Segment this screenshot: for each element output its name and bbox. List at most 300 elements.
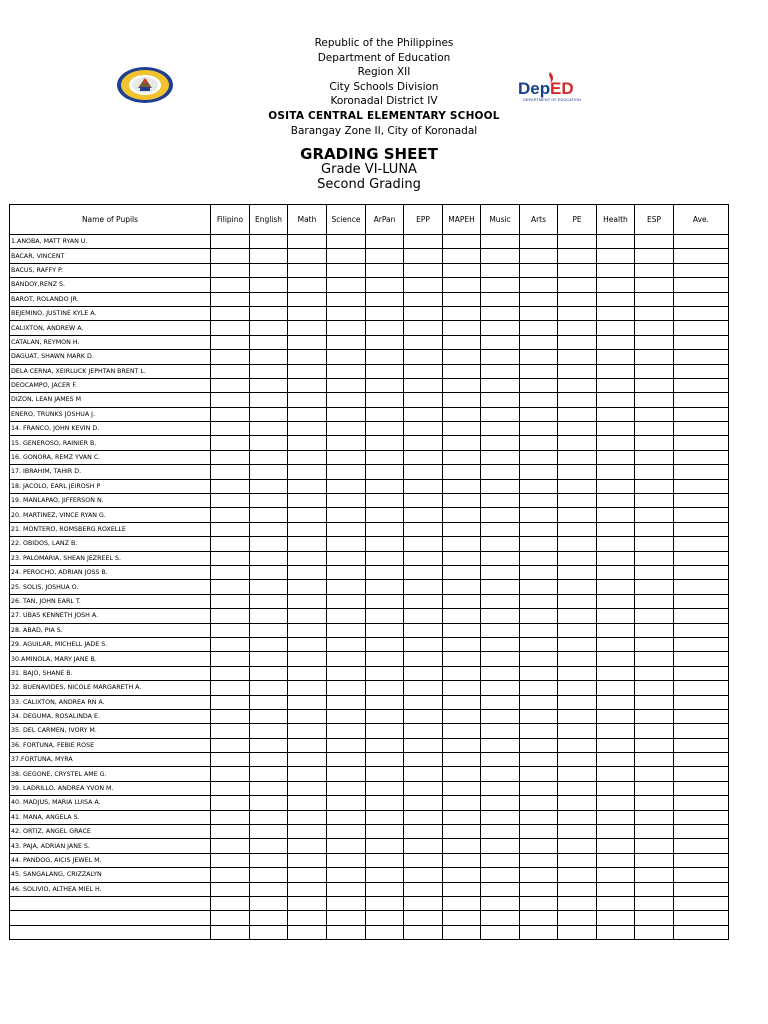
grade-cell [520, 911, 558, 925]
grade-cell [250, 839, 288, 853]
grade-cell [635, 810, 674, 824]
grade-cell [404, 637, 443, 651]
deped-logo-icon [517, 70, 581, 104]
grade-cell [288, 450, 327, 464]
grade-cell [211, 522, 250, 536]
grade-cell [481, 335, 520, 349]
grade-cell [597, 508, 635, 522]
grade-cell [288, 738, 327, 752]
grade-cell [674, 666, 729, 680]
grade-cell [597, 738, 635, 752]
grade-cell [558, 436, 597, 450]
grade-cell [520, 321, 558, 335]
grade-cell [366, 522, 404, 536]
grade-cell [558, 839, 597, 853]
grade-cell [288, 407, 327, 421]
grade-cell [404, 911, 443, 925]
table-row [10, 235, 729, 249]
grade-cell [597, 263, 635, 277]
grade-cell [597, 839, 635, 853]
grade-cell [443, 407, 481, 421]
grade-cell [481, 609, 520, 623]
grade-cell [443, 695, 481, 709]
column-header: EPP [404, 205, 443, 235]
grade-cell [250, 292, 288, 306]
grade-cell [404, 839, 443, 853]
grade-cell [520, 422, 558, 436]
grade-cell [366, 465, 404, 479]
grade-cell [443, 508, 481, 522]
grade-cell [520, 609, 558, 623]
grade-cell [327, 839, 366, 853]
grade-cell [288, 724, 327, 738]
grade-cell [288, 249, 327, 263]
grade-cell [288, 911, 327, 925]
table-row [10, 522, 729, 536]
grade-cell [481, 868, 520, 882]
grade-cell [288, 796, 327, 810]
grade-cell [250, 263, 288, 277]
grade-cell [288, 479, 327, 493]
grade-cell [327, 422, 366, 436]
grade-cell [674, 580, 729, 594]
grade-cell [635, 781, 674, 795]
grade-cell [250, 364, 288, 378]
grade-cell [635, 666, 674, 680]
pupil-name-cell: CALIXTON, ANDREW A. [10, 321, 211, 335]
grade-cell [635, 321, 674, 335]
grade-cell [635, 350, 674, 364]
grade-cell [558, 407, 597, 421]
grade-cell [211, 393, 250, 407]
table-row [10, 393, 729, 407]
grade-cell [635, 911, 674, 925]
grade-cell [481, 235, 520, 249]
grade-cell [211, 407, 250, 421]
grade-cell [635, 637, 674, 651]
grade-cell [597, 796, 635, 810]
grade-cell [404, 335, 443, 349]
grade-cell [558, 263, 597, 277]
grade-cell [674, 278, 729, 292]
grade-cell [635, 868, 674, 882]
grade-cell [558, 652, 597, 666]
grade-cell [404, 321, 443, 335]
grading-table [9, 204, 729, 940]
grade-cell [404, 609, 443, 623]
grade-cell [635, 767, 674, 781]
grade-cell [404, 494, 443, 508]
grade-cell [250, 537, 288, 551]
grade-cell [520, 335, 558, 349]
grade-cell [288, 494, 327, 508]
grade-cell [250, 767, 288, 781]
table-row [10, 335, 729, 349]
grade-cell [366, 494, 404, 508]
grade-cell [250, 479, 288, 493]
grade-cell [404, 853, 443, 867]
column-header: Arts [520, 205, 558, 235]
grade-cell [674, 681, 729, 695]
grade-cell [366, 896, 404, 910]
pupil-name-cell [10, 911, 211, 925]
grade-cell [404, 306, 443, 320]
grade-cell [288, 753, 327, 767]
grade-cell [674, 249, 729, 263]
grade-cell [635, 407, 674, 421]
grade-cell [366, 537, 404, 551]
grade-cell [404, 537, 443, 551]
grade-section: Grade VI-LUNA [321, 162, 417, 177]
table-row [10, 868, 729, 882]
grade-cell [250, 321, 288, 335]
table-row [10, 422, 729, 436]
grade-cell [443, 825, 481, 839]
grade-cell [674, 378, 729, 392]
grade-cell [674, 796, 729, 810]
grade-cell [520, 666, 558, 680]
grade-cell [366, 666, 404, 680]
table-row [10, 925, 729, 939]
grade-cell [520, 896, 558, 910]
grade-cell [558, 767, 597, 781]
grade-cell [366, 436, 404, 450]
table-row [10, 364, 729, 378]
grade-cell [674, 594, 729, 608]
grading-period: Second Grading [317, 176, 421, 192]
table-row [10, 810, 729, 824]
grade-cell [404, 868, 443, 882]
table-row [10, 278, 729, 292]
grade-cell [520, 753, 558, 767]
grade-cell [597, 407, 635, 421]
grade-cell [635, 580, 674, 594]
table-row [10, 896, 729, 910]
grade-cell [520, 810, 558, 824]
grade-cell [481, 896, 520, 910]
grade-cell [288, 709, 327, 723]
grade-cell [597, 781, 635, 795]
grade-cell [404, 594, 443, 608]
grade-cell [520, 378, 558, 392]
grade-cell [404, 407, 443, 421]
grade-cell [520, 868, 558, 882]
grade-cell [404, 565, 443, 579]
table-row [10, 580, 729, 594]
grade-cell [366, 925, 404, 939]
grade-cell [520, 623, 558, 637]
grade-cell [366, 810, 404, 824]
grade-cell [481, 278, 520, 292]
grade-cell [366, 753, 404, 767]
grade-cell [211, 321, 250, 335]
grade-cell [404, 882, 443, 896]
grade-cell [250, 681, 288, 695]
grade-cell [288, 781, 327, 795]
pupil-name-cell: BACAR, VINCENT [10, 249, 211, 263]
grade-cell [443, 263, 481, 277]
grade-cell [520, 249, 558, 263]
grade-cell [250, 709, 288, 723]
table-row [10, 350, 729, 364]
grade-cell [404, 695, 443, 709]
grade-cell [404, 925, 443, 939]
grade-cell [674, 652, 729, 666]
pupil-name-cell [10, 896, 211, 910]
grade-cell [250, 350, 288, 364]
grade-cell [558, 825, 597, 839]
grade-cell [520, 263, 558, 277]
grade-cell [327, 781, 366, 795]
grade-cell [635, 537, 674, 551]
grade-cell [288, 292, 327, 306]
grade-cell [443, 306, 481, 320]
grade-cell [211, 364, 250, 378]
grade-cell [443, 335, 481, 349]
grade-cell [327, 378, 366, 392]
grade-cell [250, 436, 288, 450]
grade-cell [674, 479, 729, 493]
grade-cell [250, 450, 288, 464]
grade-cell [327, 508, 366, 522]
pupil-name-cell: 41. MANA, ANGELA S. [10, 810, 211, 824]
table-row [10, 637, 729, 651]
grade-cell [327, 278, 366, 292]
grade-cell [443, 594, 481, 608]
grade-cell [481, 724, 520, 738]
grade-cell [366, 350, 404, 364]
grade-cell [635, 364, 674, 378]
grade-cell [250, 235, 288, 249]
grade-cell [481, 321, 520, 335]
grade-cell [404, 666, 443, 680]
pupil-name-cell: DELA CERNA, XEIRLUCK JEPHTAN BRENT L. [10, 364, 211, 378]
grade-cell [327, 565, 366, 579]
grade-cell [327, 652, 366, 666]
grade-cell [404, 278, 443, 292]
grade-cell [558, 335, 597, 349]
table-row [10, 321, 729, 335]
grade-cell [211, 479, 250, 493]
grade-cell [366, 609, 404, 623]
grade-cell [288, 565, 327, 579]
grade-cell [443, 738, 481, 752]
grade-cell [288, 681, 327, 695]
grade-cell [250, 249, 288, 263]
table-row [10, 594, 729, 608]
grade-cell [674, 695, 729, 709]
table-row [10, 753, 729, 767]
grade-cell [443, 249, 481, 263]
grade-cell [558, 479, 597, 493]
grade-cell [211, 839, 250, 853]
grade-cell [443, 479, 481, 493]
grade-cell [404, 623, 443, 637]
grade-cell [327, 724, 366, 738]
grade-cell [558, 709, 597, 723]
grade-cell [404, 709, 443, 723]
department-line: Department of Education [317, 51, 451, 64]
grade-cell [366, 393, 404, 407]
division-line: City Schools Division [329, 80, 439, 93]
grade-cell [250, 565, 288, 579]
pupil-name-cell: 22. OBIDOS, LANZ B. [10, 537, 211, 551]
grade-cell [558, 249, 597, 263]
grade-cell [520, 551, 558, 565]
grade-cell [481, 565, 520, 579]
pupil-name-cell: 23. PALOMARIA, SHEAN JEZREEL S. [10, 551, 211, 565]
grade-cell [288, 767, 327, 781]
column-header: MAPEH [443, 205, 481, 235]
grade-cell [597, 810, 635, 824]
grade-cell [635, 925, 674, 939]
grade-cell [520, 652, 558, 666]
grade-cell [597, 825, 635, 839]
grade-cell [366, 292, 404, 306]
table-row [10, 882, 729, 896]
pupil-name-cell: ENERO, TRUNKS JOSHUA J. [10, 407, 211, 421]
grade-cell [635, 565, 674, 579]
grade-cell [674, 911, 729, 925]
grade-cell [288, 278, 327, 292]
grade-cell [404, 450, 443, 464]
table-row [10, 911, 729, 925]
grade-cell [211, 681, 250, 695]
grade-cell [250, 422, 288, 436]
grade-cell [250, 306, 288, 320]
grade-cell [520, 724, 558, 738]
grade-cell [635, 393, 674, 407]
grade-cell [366, 479, 404, 493]
grade-cell [481, 781, 520, 795]
pupil-name-cell: 1.ANOBA, MATT RYAN U. [10, 235, 211, 249]
grade-cell [520, 292, 558, 306]
grade-cell [327, 925, 366, 939]
grade-cell [327, 465, 366, 479]
grade-cell [443, 494, 481, 508]
grade-cell [558, 522, 597, 536]
grade-cell [635, 450, 674, 464]
grade-cell [597, 695, 635, 709]
grade-cell [288, 580, 327, 594]
grade-cell [250, 335, 288, 349]
pupil-name-cell: 26. TAN, JOHN EARL T. [10, 594, 211, 608]
grade-cell [558, 738, 597, 752]
grade-cell [674, 292, 729, 306]
grade-cell [558, 609, 597, 623]
grade-cell [288, 551, 327, 565]
grade-cell [366, 709, 404, 723]
grade-cell [211, 767, 250, 781]
table-row [10, 681, 729, 695]
table-row [10, 537, 729, 551]
grade-cell [443, 537, 481, 551]
pupil-name-cell: 28. ABAD, PIA S. [10, 623, 211, 637]
grade-cell [211, 896, 250, 910]
table-row [10, 479, 729, 493]
grade-cell [635, 825, 674, 839]
grade-cell [558, 796, 597, 810]
column-header: Filipino [211, 205, 250, 235]
grade-cell [635, 896, 674, 910]
grade-cell [481, 911, 520, 925]
grade-cell [481, 364, 520, 378]
grade-cell [481, 494, 520, 508]
grade-cell [520, 306, 558, 320]
grade-cell [327, 810, 366, 824]
grade-cell [327, 249, 366, 263]
grade-cell [443, 580, 481, 594]
grade-cell [635, 551, 674, 565]
grade-cell [327, 263, 366, 277]
table-row [10, 738, 729, 752]
grade-cell [674, 868, 729, 882]
grade-cell [288, 335, 327, 349]
grade-cell [481, 249, 520, 263]
grade-cell [674, 551, 729, 565]
grade-cell [635, 422, 674, 436]
grade-cell [558, 594, 597, 608]
grade-cell [211, 911, 250, 925]
grade-cell [211, 580, 250, 594]
grade-cell [481, 580, 520, 594]
grade-cell [443, 637, 481, 651]
grade-cell [558, 235, 597, 249]
pupil-name-cell: 35. DEL CARMEN, IVORY M. [10, 724, 211, 738]
grade-cell [250, 378, 288, 392]
grade-cell [558, 465, 597, 479]
grade-cell [558, 724, 597, 738]
sheet-titles [0, 146, 738, 192]
grade-cell [366, 364, 404, 378]
pupil-name-cell: 33. CALIXTON, ANDREA RN A. [10, 695, 211, 709]
grade-cell [558, 868, 597, 882]
grade-cell [481, 522, 520, 536]
table-row [10, 494, 729, 508]
grade-cell [443, 292, 481, 306]
grade-cell [481, 393, 520, 407]
grade-cell [558, 623, 597, 637]
column-header: PE [558, 205, 597, 235]
grade-cell [327, 911, 366, 925]
grade-cell [250, 508, 288, 522]
grade-cell [250, 465, 288, 479]
grade-cell [597, 565, 635, 579]
grade-cell [481, 508, 520, 522]
grade-cell [366, 839, 404, 853]
grade-cell [327, 853, 366, 867]
grade-cell [288, 393, 327, 407]
grade-cell [443, 522, 481, 536]
grade-cell [366, 335, 404, 349]
grade-cell [635, 594, 674, 608]
grade-cell [597, 868, 635, 882]
grade-cell [481, 853, 520, 867]
pupil-name-cell: BAROT, ROLANDO JR. [10, 292, 211, 306]
grade-cell [635, 753, 674, 767]
grade-cell [211, 436, 250, 450]
grade-cell [597, 623, 635, 637]
pupil-name-cell: 46. SOLIVIO, ALTHEA MIEL H. [10, 882, 211, 896]
grade-cell [366, 321, 404, 335]
grade-cell [250, 494, 288, 508]
grade-cell [635, 882, 674, 896]
grade-cell [288, 422, 327, 436]
pupil-name-cell: CATALAN, REYMON H. [10, 335, 211, 349]
column-header: Music [481, 205, 520, 235]
grade-cell [211, 868, 250, 882]
grade-cell [597, 551, 635, 565]
